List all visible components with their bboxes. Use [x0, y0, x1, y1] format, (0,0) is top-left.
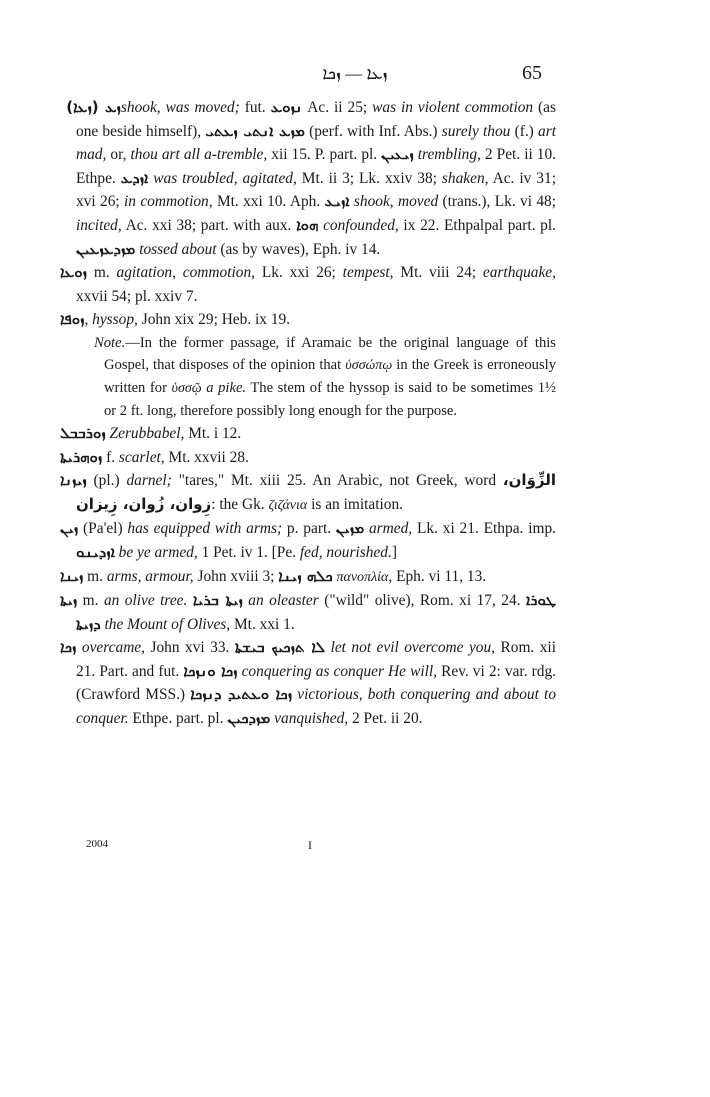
italic-gloss: surely thou [441, 122, 511, 140]
syriac-term: ܙܝܬܐ ܒܪܝܐ [192, 591, 243, 610]
entry-armour [60, 565, 556, 590]
syriac-term: ܟܠܗ ܙܝܢܐ [278, 566, 333, 585]
italic-gloss: fed, nourished. [299, 543, 392, 561]
entry-text: —In the former passage, if Aramaic be the original language of this Gospel, that disposes of the opinion that [104, 334, 556, 373]
italic-gloss: the Mount of Olives, [104, 615, 231, 633]
entry-text: ("wild" olive), Rom. xi 17, 24. [318, 592, 526, 610]
syriac-term: ܙܝܢ [60, 519, 79, 538]
italic-gloss: incited, [76, 216, 122, 234]
note-paragraph [60, 332, 556, 422]
italic-gloss: agitation, commotion, [116, 264, 256, 282]
entry-text: Ac. ii 25; [302, 99, 373, 116]
entry-text: Mt. ii 3; Lk. xxiv 38; [296, 169, 442, 187]
entry-text: is an imitation. [307, 495, 404, 513]
entry-scarlet [60, 446, 556, 470]
entry-text: Rom. xii 21. Part. and fut. [76, 639, 556, 680]
syriac-term: ܡܙܕܟܝܢ [227, 709, 271, 728]
italic-gloss: victorious, both conquering and about to conquer. [76, 686, 557, 728]
entry-equipped [60, 517, 556, 564]
syriac-term: ܐܙܕܥ [120, 168, 149, 187]
entry-text: (trans.), Lk. vi 48; [438, 193, 556, 211]
entry-text: fut. [239, 99, 271, 116]
running-header: ܙܥܐ — ܙܟܐ [322, 64, 388, 83]
entry-text: , Eph. vi 11, 13. [388, 567, 487, 585]
greek-term: ὑσσώπῳ [345, 357, 393, 373]
italic-gloss: confounded, [323, 216, 399, 234]
signature-mark: I [308, 838, 312, 852]
syriac-term: ܐܙܝܥ [324, 192, 350, 211]
entry-text: John xviii 3; [193, 567, 279, 585]
entry-text: m. [83, 567, 107, 585]
italic-gloss: was in violent commotion [372, 99, 534, 116]
entry-text: Mt. xxi 10. Aph. [212, 193, 325, 211]
entry-text: 2 Pet. ii 10. Ethpe. [76, 146, 557, 187]
entry-text: Mt. xxvii 28. [164, 448, 249, 466]
italic-gloss: overcame, [81, 639, 145, 657]
entry-text: (as one beside himself), [76, 99, 557, 140]
entry-text: Mt. i 12. [184, 424, 242, 442]
syriac-term: ܙܝܢܐ [60, 566, 84, 585]
italic-gloss: darnel; [126, 472, 172, 490]
italic-gloss: shook, moved [353, 193, 439, 211]
italic-gloss: scarlet, [118, 448, 165, 466]
italic-gloss: shaken, [441, 169, 489, 187]
syriac-term: ܙܘܥܐ [60, 263, 88, 282]
entry-text: : the Gk. [211, 495, 269, 513]
entry-zerubbabel [60, 422, 556, 446]
entry-text: Rev. vi 2: var. rdg. (Crawford MSS.) [76, 662, 556, 704]
entry-text: in the Greek is erroneously written for [104, 356, 557, 396]
syriac-term: ܡܙܝܢ [335, 519, 365, 538]
italic-gloss: has equipped with arms; [127, 520, 283, 538]
entry-text: (Pa'el) [78, 520, 128, 538]
entry-text: m. [87, 264, 117, 282]
syriac-term: ܙܘܗܪܝܬܐ [60, 447, 103, 466]
syriac-term: ܙܟܐ ܘܥܬܝܕ ܕܢܙܟܐ [190, 685, 293, 704]
italic-gloss: earthquake, [482, 264, 556, 282]
footer-code: 2004 [86, 838, 108, 850]
italic-gloss: armed, [368, 520, 413, 538]
entry-text: (as by waves), Eph. iv 14. [216, 240, 381, 258]
italic-gloss: tempest, [342, 264, 394, 282]
entry-text: Lk. xxi 26; [255, 264, 343, 282]
syriac-term: (ܙܥܐ) [60, 98, 99, 116]
syriac-term: ܙܝܙܢܐ [60, 471, 87, 490]
entry-text: "tares," Mt. xiii 25. An Arabic, not Greek, word [171, 472, 503, 490]
entry-text: Lk. xi 21. Ethpa. imp. [412, 520, 556, 538]
italic-gloss: be ye armed, [118, 543, 198, 561]
italic-gloss: art mad, [76, 122, 556, 164]
entry-text: 2 Pet. ii 20. [348, 710, 423, 728]
entry-darnel [60, 469, 556, 517]
entry-text: Ac. xxi 38; part. with aux. [121, 216, 297, 234]
entry-text: (f.) [510, 122, 539, 140]
syriac-term: ܙܘܦܐ [60, 310, 85, 329]
entry-zwa [60, 96, 556, 261]
greek-term: ζιζάνια [268, 497, 308, 513]
syriac-term: ܙܥ [98, 98, 121, 116]
entry-text: p. part. [282, 520, 336, 538]
syriac-term: ܡܙܥ ܐܢܬܝ ܙܥܬܝ [205, 121, 305, 140]
syriac-term: الزِّوَان، زِوان، زُوان، زِيزان [76, 471, 556, 513]
entry-text: (pl.) [86, 472, 127, 490]
entry-text: (perf. with Inf. Abs.) [304, 122, 442, 140]
italic-gloss: thou art all a-tremble, [130, 146, 268, 164]
entry-overcame [60, 636, 556, 730]
syriac-term: ܗܘܐ [296, 215, 319, 234]
italic-gloss: shook, was moved; [120, 99, 240, 116]
greek-term: πανοπλία [336, 569, 389, 585]
italic-gloss: vanquished, [274, 710, 349, 728]
entry-text: f. [102, 448, 119, 466]
page-number: 65 [522, 62, 542, 84]
entry-text: xxvii 54; pl. xxiv 7. [76, 287, 198, 305]
syriac-term: ܡܙܕܥܙܥܝܢ [76, 239, 136, 258]
italic-gloss: was troubled, agitated, [153, 169, 297, 187]
entry-text: , [84, 311, 93, 329]
entry-text: John xvi 33. [145, 639, 235, 657]
italic-gloss: Zerubbabel, [109, 424, 185, 442]
greek-term: ὑσσῷ [171, 380, 202, 396]
entry-text: Ac. iv 31; xvi 26; [76, 169, 556, 211]
page-footer [86, 838, 386, 850]
italic-gloss: Note. [94, 334, 126, 351]
italic-gloss: conquering as conquer He will, [241, 662, 438, 680]
dictionary-body [60, 96, 556, 731]
syriac-term: ܙܝܬܐ [60, 591, 78, 610]
italic-gloss: arms, armour, [106, 567, 194, 585]
entry-text: 1 Pet. iv 1. [Pe. [197, 543, 300, 561]
entry-text: ] [391, 543, 397, 561]
entry-olive [60, 589, 556, 636]
entry-text: The stem of the hyssop is said to be sometimes 1½ or 2 ft. long, therefore possibly long enough for the purpose. [104, 379, 557, 419]
syriac-term: ܛܘܪܐ ܕܙܝܬܐ [76, 591, 556, 633]
italic-gloss: trembling, [417, 146, 481, 164]
entry-text: John xix 29; Heb. ix 19. [137, 311, 291, 329]
entry-text: xii 15. P. part. pl. [267, 146, 382, 164]
entry-text: or, [106, 146, 131, 164]
syriac-term: ܙܘܪܒܒܠ [60, 423, 106, 442]
syriac-term: ܙܟܐ [60, 638, 77, 657]
italic-gloss: an oleaster [248, 592, 319, 610]
entry-text: Ethpe. part. pl. [128, 710, 228, 728]
italic-gloss: in commotion, [124, 193, 213, 211]
syriac-term: ܠܐ ܬܙܟܝܟ ܒܝܫܬܐ [234, 638, 326, 657]
entry-text: m. [77, 592, 104, 610]
syriac-term: ܐܙܕܝܢܘ [76, 542, 115, 561]
entry-hyssop [60, 308, 556, 332]
italic-gloss: hyssop, [92, 311, 138, 329]
syriac-term: ܢܙܘܥ [270, 98, 303, 116]
syriac-term: ܙܝܥܝܢ [381, 145, 414, 164]
italic-gloss: an olive tree. [103, 592, 188, 610]
entry-text: Mt. xxi 1. [230, 615, 295, 633]
italic-gloss: let not evil overcome you, [330, 639, 496, 657]
entry-text: ix 22. Ethpalpal part. pl. [398, 216, 556, 234]
entry-zawa [60, 261, 556, 308]
entry-text: Mt. viii 24; [393, 264, 483, 282]
italic-gloss: a pike. [206, 379, 247, 396]
syriac-term: ܙܟܐ ܘܢܙܟܐ [183, 661, 238, 680]
italic-gloss: tossed about [139, 240, 217, 258]
